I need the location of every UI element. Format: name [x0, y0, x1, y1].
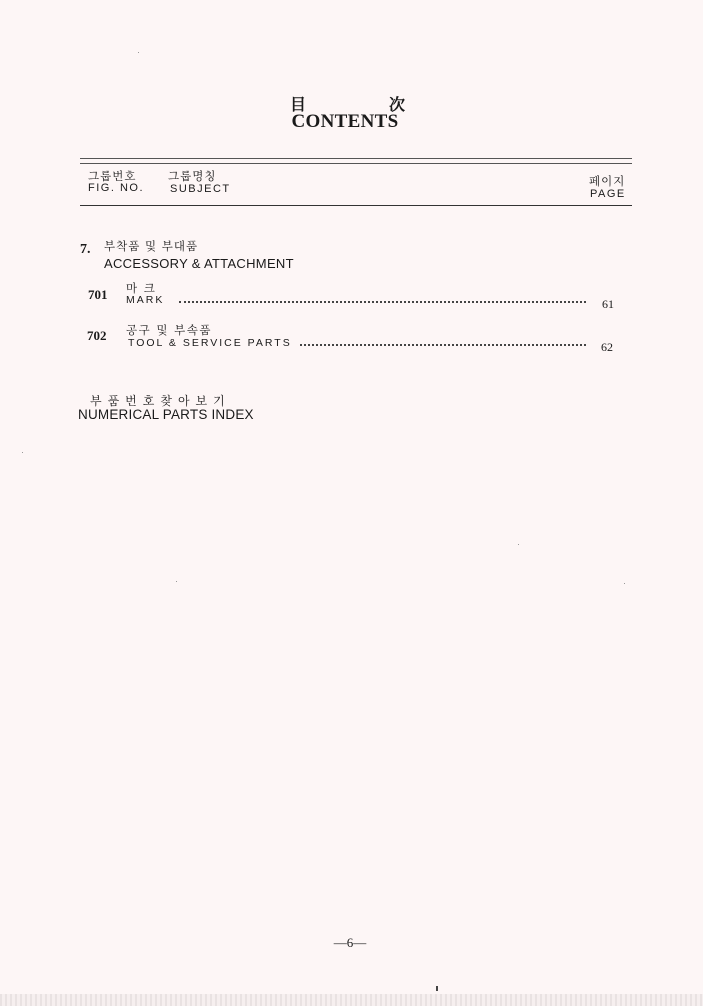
- scan-speck: [624, 583, 625, 584]
- scan-speck: [436, 986, 438, 991]
- toc-item-title-en: TOOL & SERVICE PARTS: [128, 337, 292, 349]
- scan-speck: [22, 452, 23, 453]
- section-title-ko: 부착품 및 부대품: [104, 239, 199, 253]
- title-cjk-left: 目: [290, 95, 307, 114]
- fig-no-header-ko: 그룹번호: [88, 169, 137, 183]
- scan-speck: [176, 581, 177, 582]
- toc-item-fig-number: 701: [88, 287, 108, 302]
- toc-item-title-ko: 마 크: [126, 281, 157, 295]
- toc-item-page: 62: [601, 340, 613, 354]
- toc-leader-dots: [300, 344, 586, 346]
- page-header-ko: 페이지: [589, 174, 626, 188]
- header-rule-top-inner: [80, 163, 632, 164]
- scan-speck: [518, 544, 519, 545]
- toc-item-title-ko: 공구 및 부속품: [126, 323, 212, 337]
- toc-leader-dots: [179, 301, 586, 303]
- subject-header-ko: 그룹명칭: [168, 169, 217, 183]
- contents-title: CONTENTS: [291, 111, 399, 132]
- index-title-en: NUMERICAL PARTS INDEX: [78, 407, 254, 422]
- header-rule-bottom: [80, 205, 632, 206]
- toc-item-page: 61: [602, 297, 614, 311]
- toc-item-title-en: MARK: [126, 294, 165, 306]
- header-rule-top: [80, 158, 632, 159]
- subject-header-en: SUBJECT: [170, 183, 231, 195]
- page-number: —6—: [333, 935, 367, 950]
- index-title-ko: 부품번호찾아보기: [90, 394, 231, 408]
- scan-speck: [138, 52, 139, 53]
- fig-no-header-en: FIG. NO.: [88, 182, 144, 194]
- title-cjk-right: 次: [388, 95, 405, 114]
- page-header-en: PAGE: [590, 188, 626, 200]
- scan-edge-noise: [0, 994, 703, 1006]
- section-number: 7.: [80, 242, 91, 257]
- toc-item-fig-number: 702: [87, 328, 107, 343]
- section-title-en: ACCESSORY & ATTACHMENT: [104, 256, 294, 271]
